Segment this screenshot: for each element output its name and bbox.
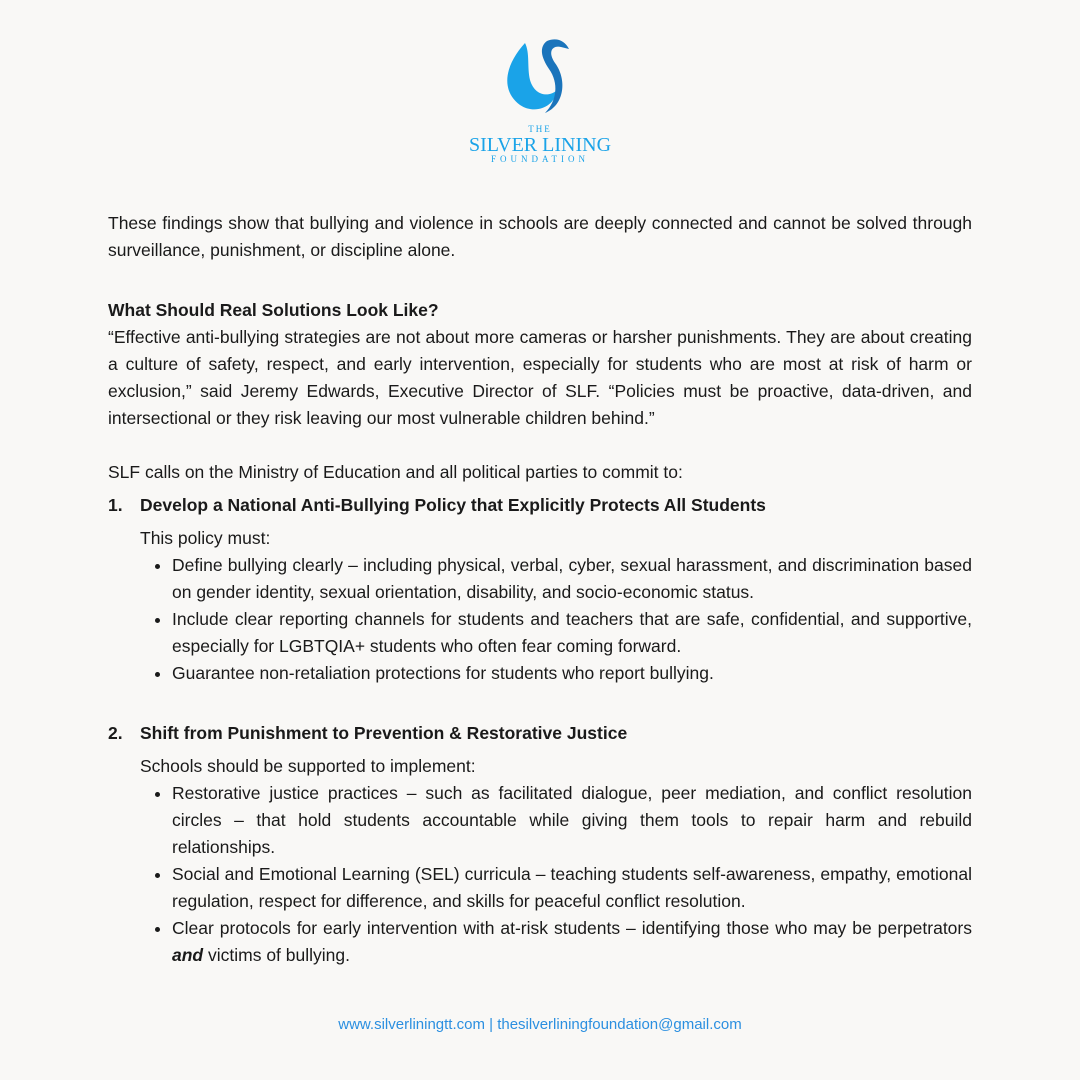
list-item-2-heading (108, 720, 972, 747)
list-item: • Social and Emotional Learning (SEL) curricula – teaching students self-awareness, empathy, emotional regulation, respect for difference, and skills for peaceful conflict resolution. (172, 861, 972, 915)
foundation-logo (460, 35, 620, 164)
footer-contact[interactable]: www.silverliningtt.com | thesilverliningfoundation@gmail.com (338, 1016, 742, 1033)
list-item: • Guarantee non-retaliation protections for students who report bullying. (172, 660, 972, 687)
list-item: • Define bullying clearly – including physical, verbal, cyber, sexual harassment, and discrimination based on gender identity, sexual orientation, disability, and socio-economic status. (172, 552, 972, 606)
calls-paragraph: SLF calls on the Ministry of Education and all political parties to commit to: (108, 462, 683, 482)
bullet-list-2 (108, 780, 972, 969)
list-item: • Restorative justice practices – such as facilitated dialogue, peer mediation, and conflict resolution circles – that hold students accountable while giving them tools to repair harm and rebuild relationships. (172, 780, 972, 861)
section-heading: What Should Real Solutions Look Like? (108, 300, 439, 320)
text: Clear protocols for early intervention with at-risk students – identifying those who may be perpetrators (172, 918, 972, 938)
logo-text-foundation: FOUNDATION (491, 154, 589, 164)
list-number: 2. (108, 723, 123, 743)
list-title: Shift from Punishment to Prevention & Restorative Justice (140, 723, 628, 743)
emphasis: and (172, 945, 204, 965)
list-item (172, 915, 972, 969)
document-body (108, 210, 972, 969)
list-item: • Include clear reporting channels for students and teachers that are safe, confidential, and supportive, especially for LGBTQIA+ students who often fear coming forward. (172, 606, 972, 660)
quote-paragraph: “Effective anti-bullying strategies are not about more cameras or harsher punishments. They are about creating a culture of safety, respect, and early intervention, especially for students who are most at risk of harm or exclusion,” said Jeremy Edwards, Executive Director of SLF. “Policies must be proactive, data-driven, and intersectional or they risk leaving our most vulnerable children behind.” (108, 327, 972, 428)
text: victims of bullying. (203, 945, 350, 965)
intro-paragraph: These findings show that bullying and violence in schools are deeply connected and cannot be solved through surveillance, punishment, or discipline alone. (108, 213, 972, 260)
logo-text-name: SILVER LINING (468, 134, 612, 156)
logo-text-the: THE (528, 124, 552, 134)
list-lead: This policy must: (140, 528, 271, 548)
bullet-list-1 (108, 552, 972, 687)
list-lead: Schools should be supported to implement: (140, 756, 476, 776)
list-title: Develop a National Anti-Bullying Policy that Explicitly Protects All Students (140, 495, 766, 515)
swan-logo-icon (495, 35, 585, 117)
list-number: 1. (108, 495, 123, 515)
list-item-1-heading (108, 492, 972, 519)
